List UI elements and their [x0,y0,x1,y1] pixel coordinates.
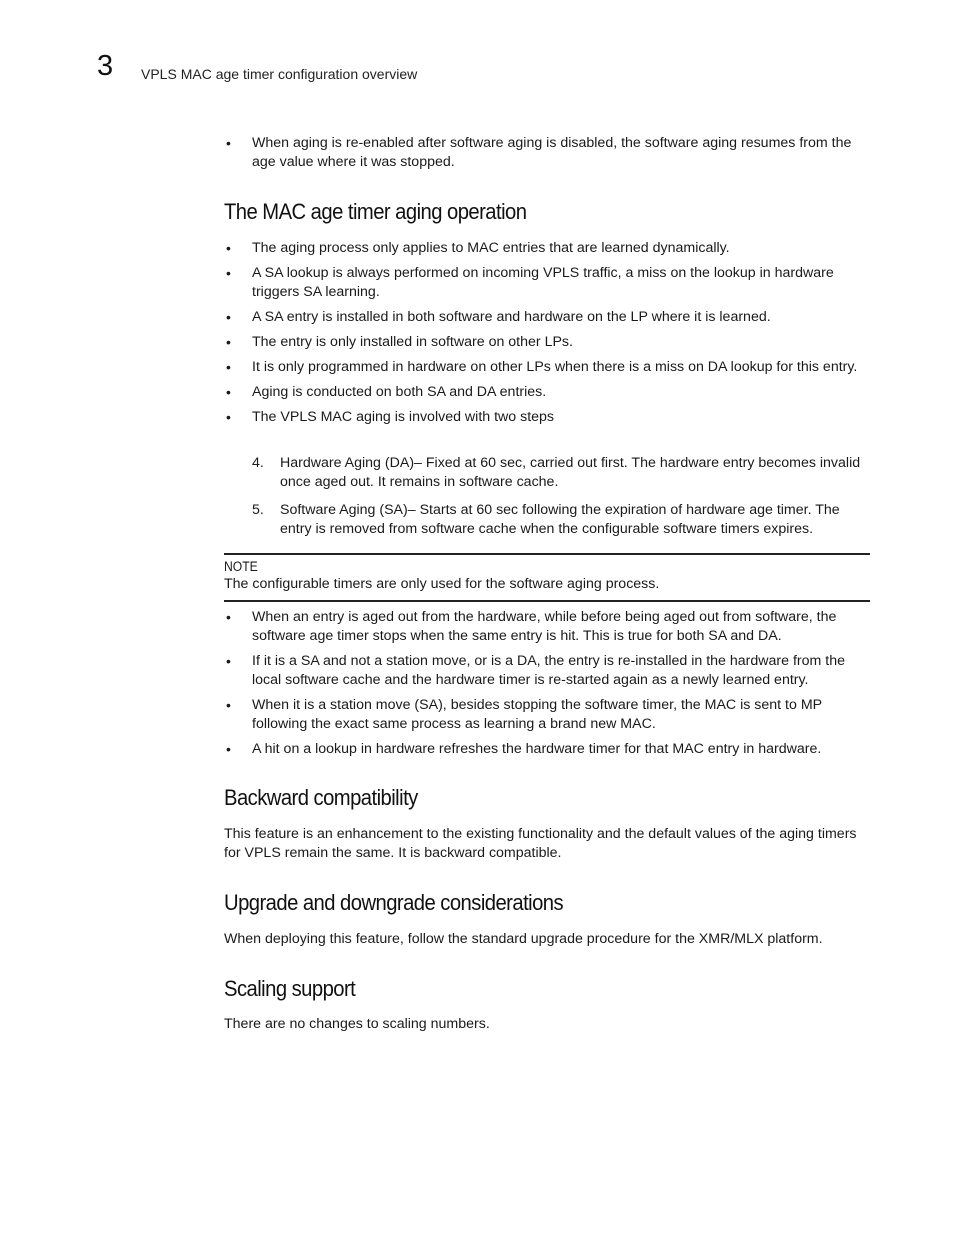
bullet-icon: • [226,384,231,400]
step-text: Hardware Aging (DA)– Fixed at 60 sec, carried out first. The hardware entry becomes invalid once aged out. It remains in software cache. [280,455,861,490]
section-heading: Backward compatibility [224,785,418,810]
section-backward-body [224,825,870,863]
bullet-icon: • [226,741,231,757]
step-text: Software Aging (SA)– Starts at 60 sec following the expiration of hardware age timer. The entry is removed from software cache when the configurable software timers expires. [280,502,840,537]
section-heading: Upgrade and downgrade considerations [224,890,564,915]
numbered-step [224,454,870,492]
list-item-text: A hit on a lookup in hardware refreshes the hardware timer for that MAC entry in hardware. [252,741,822,757]
note-label: NOTE [224,559,258,574]
running-header-title: VPLS MAC age timer configuration overview [141,66,418,82]
bullet-icon: • [226,697,231,713]
list-item [224,408,870,427]
note-box [224,553,870,602]
note-text: The configurable timers are only used for the software aging process. [224,576,660,592]
list-item [224,696,870,734]
bullet-icon: • [226,409,231,425]
section-heading: The MAC age timer aging operation [224,199,527,224]
list-item [224,608,870,646]
step-number: 4. [252,455,264,471]
section-backward [224,785,870,811]
list-item-text: A SA entry is installed in both software and hardware on the LP where it is learned. [252,309,771,325]
list-item-text: When an entry is aged out from the hardware, while before being aged out from software, the software age timer stops when the same entry is hit. This is true for both SA and DA. [252,609,837,644]
list-item [224,308,870,327]
list-item [224,333,870,352]
intro-bullets [224,134,870,178]
bullet-icon: • [226,653,231,669]
list-item [224,264,870,302]
list-item-text: The VPLS MAC aging is involved with two steps [252,409,555,425]
list-item-text: When aging is re-enabled after software aging is disabled, the software aging resumes from the age value where it was stopped. [252,135,852,170]
paragraph: This feature is an enhancement to the existing functionality and the default values of the aging timers for VPLS remain the same. It is backward compatible. [224,826,857,861]
list-item [224,652,870,690]
bullet-icon: • [226,240,231,256]
list-item-text: If it is a SA and not a station move, or is a DA, the entry is re-installed in the hardware from the local software cache and the hardware timer is re-started again as a newly learned entry. [252,653,846,688]
list-item-text: The entry is only installed in software on other LPs. [252,334,573,350]
chapter-number: 3 [97,50,114,82]
list-item [224,740,870,759]
section-scaling [224,976,870,1002]
aging-bullets [224,239,870,433]
list-item [224,358,870,377]
section-heading: Scaling support [224,976,356,1001]
bullet-icon: • [226,265,231,281]
bullet-icon: • [226,609,231,625]
bullet-icon: • [226,334,231,350]
bullet-icon: • [226,309,231,325]
paragraph: When deploying this feature, follow the standard upgrade procedure for the XMR/MLX platform. [224,931,823,947]
numbered-step [224,501,870,539]
list-item-text: A SA lookup is always performed on incoming VPLS traffic, a miss on the lookup in hardware triggers SA learning. [252,265,834,300]
section-upgrade [224,890,870,916]
bullet-icon: • [226,359,231,375]
aging-steps [224,454,870,548]
paragraph: There are no changes to scaling numbers. [224,1016,490,1032]
step-number: 5. [252,502,264,518]
list-item [224,134,870,172]
aging-bullets-after-note [224,608,870,765]
list-item-text: Aging is conducted on both SA and DA entries. [252,384,547,400]
list-item [224,383,870,402]
section-upgrade-body [224,930,870,949]
list-item-text: When it is a station move (SA), besides stopping the software timer, the MAC is sent to MP following the exact same process as learning a brand new MAC. [252,697,822,732]
list-item-text: It is only programmed in hardware on other LPs when there is a miss on DA lookup for this entry. [252,359,858,375]
list-item [224,239,870,258]
section-scaling-body [224,1015,870,1034]
section-aging-heading-wrap [224,199,870,225]
list-item-text: The aging process only applies to MAC entries that are learned dynamically. [252,240,730,256]
bullet-icon: • [226,135,231,151]
